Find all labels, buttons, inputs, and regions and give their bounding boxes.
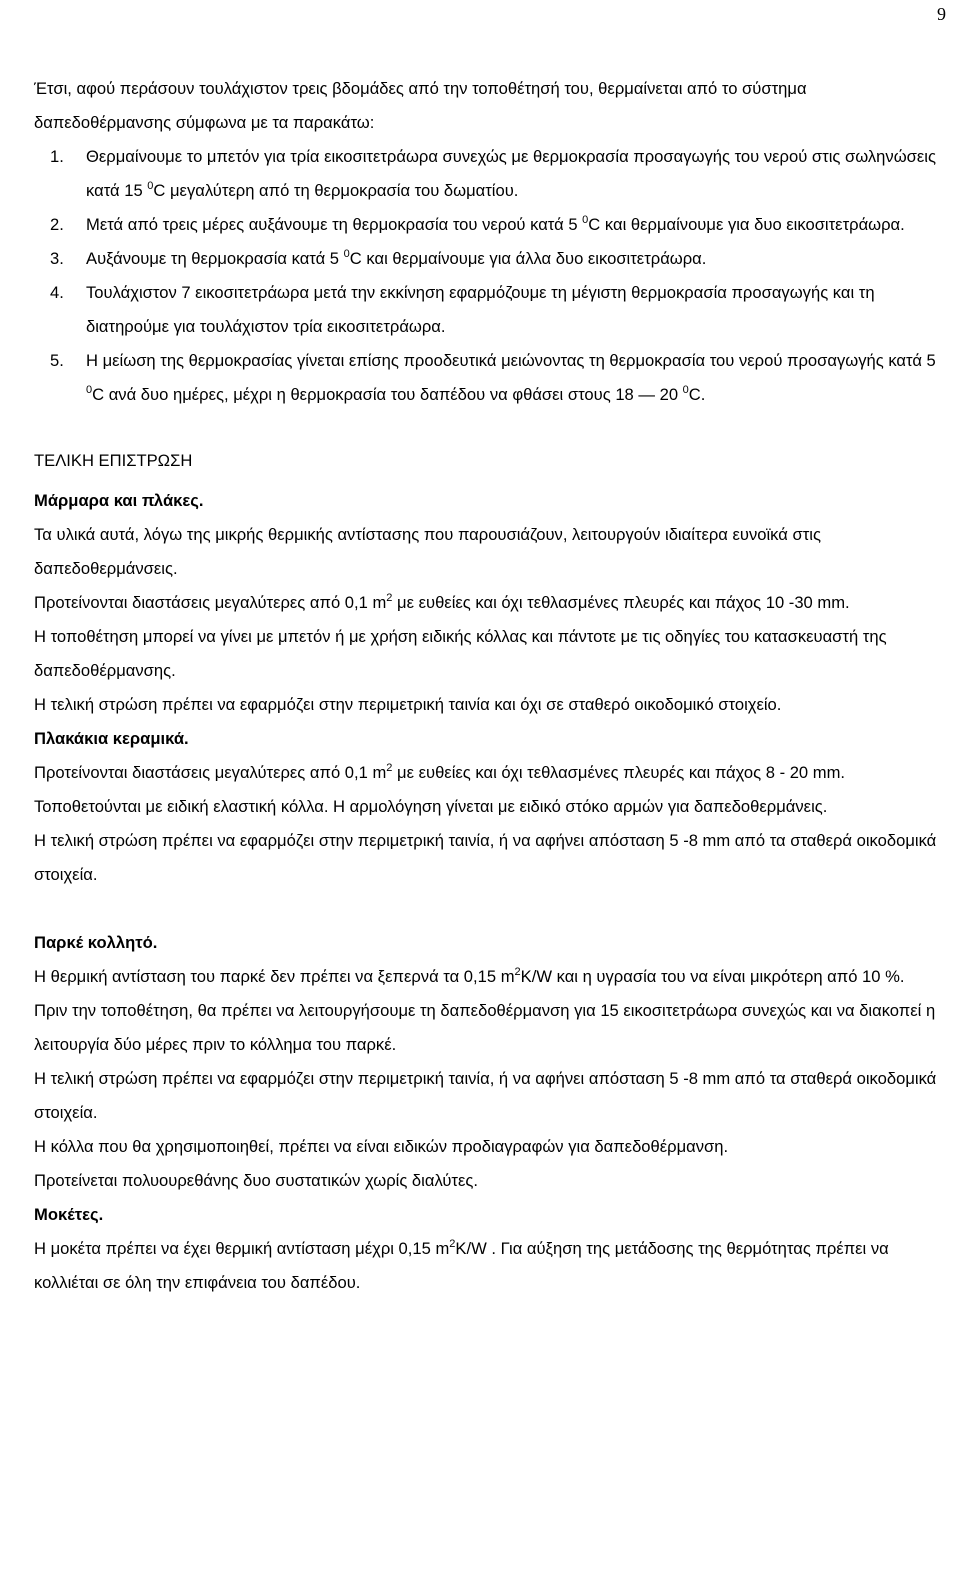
superscript: 0 — [343, 248, 350, 260]
step-text: C και θερμαίνουμε για άλλα δυο εικοσιτετράωρα. — [349, 249, 707, 268]
list-number: 4. — [50, 283, 64, 302]
step-text: Η μείωση της θερμοκρασίας γίνεται επίσης προοδευτικά μειώνοντας τη θερμοκρασία του νερού προσαγωγής κατά 5 — [86, 351, 936, 370]
list-number: 5. — [50, 351, 64, 370]
superscript: 0 — [147, 180, 154, 192]
paragraph: Η τελική στρώση πρέπει να εφαρμόζει στην περιμετρική ταινία, ή να αφήνει απόσταση 5 -8 mm από τα σταθερά οικοδομικά στοιχεία. — [34, 831, 937, 884]
paragraph: Τοποθετούνται με ειδική ελαστική κόλλα. Η αρμολόγηση γίνεται με ειδικό στόκο αρμών για δαπεδοθερμάνεις. — [34, 797, 828, 816]
superscript: 2 — [386, 592, 393, 604]
subheading-parquet: Παρκέ κολλητό. — [34, 933, 158, 952]
paragraph: Η τελική στρώση πρέπει να εφαρμόζει στην περιμετρική ταινία και όχι σε σταθερό οικοδομικό στοιχείο. — [34, 695, 782, 714]
superscript: 2 — [449, 1238, 456, 1250]
list-item — [34, 140, 946, 208]
superscript: 2 — [514, 966, 521, 978]
paragraph: Πριν την τοποθέτηση, θα πρέπει να λειτουργήσουμε τη δαπεδοθέρμανση για 15 εικοσιτετράωρα συνεχώς και να διακοπεί η λειτουργία δύο μέρες πριν το κόλλημα του παρκέ. — [34, 1001, 936, 1054]
paragraph — [34, 960, 946, 994]
document-body — [34, 72, 946, 1300]
paragraph: Η τελική στρώση πρέπει να εφαρμόζει στην περιμετρική ταινία, ή να αφήνει απόσταση 5 -8 mm από τα σταθερά οικοδομικά στοιχεία. — [34, 1069, 937, 1122]
step-text: Μετά από τρεις μέρες αυξάνουμε τη θερμοκρασία του νερού κατά 5 — [86, 215, 583, 234]
step-text: Θερμαίνουμε το μπετόν για τρία εικοσιτετράωρα συνεχώς με θερμοκρασία προσαγωγής του νερού στις σωληνώσεις κατά 15 — [86, 147, 936, 200]
paragraph: Τα υλικά αυτά, λόγω της μικρής θερμικής αντίστασης που παρουσιάζουν, λειτουργούν ιδιαίτερα ευνοϊκά στις δαπεδοθερμάνσεις. — [34, 525, 821, 578]
paragraph — [34, 586, 946, 620]
text-run: με ευθείες και όχι τεθλασμένες πλευρές και πάχος 10 -30 mm. — [392, 593, 850, 612]
step-text: C ανά δυο ημέρες, μέχρι η θερμοκρασία του δαπέδου να φθάσει στους 18 — 20 — [92, 385, 683, 404]
subheading-marble: Μάρμαρα και πλάκες. — [34, 491, 204, 510]
paragraph: Προτείνεται πολυουρεθάνης δυο συστατικών χωρίς διαλύτες. — [34, 1171, 478, 1190]
superscript: 2 — [386, 762, 393, 774]
list-item — [34, 242, 946, 276]
list-number: 3. — [50, 249, 64, 268]
text-run: Η μοκέτα πρέπει να έχει θερμική αντίσταση μέχρι 0,15 m — [34, 1239, 450, 1258]
step-text: Τουλάχιστον 7 εικοσιτετράωρα μετά την εκκίνηση εφαρμόζουμε τη μέγιστη θερμοκρασία προσαγωγής και τη διατηρούμε για τουλάχιστον τρία εικοσιτετράωρα. — [86, 283, 875, 336]
list-item — [34, 276, 946, 344]
paragraph: Η τοποθέτηση μπορεί να γίνει με μπετόν ή με χρήση ειδικής κόλλας και πάντοτε με τις οδηγίες του κατασκευαστή της δαπεδοθέρμανσης. — [34, 627, 887, 680]
spacer — [34, 892, 946, 926]
list-item — [34, 208, 946, 242]
text-run: με ευθείες και όχι τεθλασμένες πλευρές και πάχος 8 - 20 mm. — [392, 763, 846, 782]
text-run: Προτείνονται διαστάσεις μεγαλύτερες από 0,1 m — [34, 593, 387, 612]
subheading-ceramic: Πλακάκια κεραμικά. — [34, 729, 189, 748]
step-text: C. — [688, 385, 706, 404]
list-number: 2. — [50, 215, 64, 234]
step-text: C μεγαλύτερη από τη θερμοκρασία του δωματίου. — [153, 181, 519, 200]
list-item — [34, 344, 946, 412]
superscript: 0 — [86, 384, 93, 396]
subheading-carpet: Μοκέτες. — [34, 1205, 104, 1224]
step-text: Αυξάνουμε τη θερμοκρασία κατά 5 — [86, 249, 344, 268]
intro-paragraph: Έτσι, αφού περάσουν τουλάχιστον τρεις βδομάδες από την τοποθέτησή του, θερμαίνεται από το σύστημα δαπεδοθέρμανσης σύμφωνα με τα παρακάτω: — [34, 79, 807, 132]
superscript: 0 — [582, 214, 589, 226]
paragraph — [34, 1232, 946, 1300]
text-run: K/W και η υγρασία του να είναι μικρότερη από 10 %. — [520, 967, 905, 986]
text-run: Η θερμική αντίσταση του παρκέ δεν πρέπει να ξεπερνά τα 0,15 m — [34, 967, 515, 986]
step-text: C και θερμαίνουμε για δυο εικοσιτετράωρα. — [588, 215, 905, 234]
section-title: ΤΕΛΙΚΗ ΕΠΙΣΤΡΩΣΗ — [34, 451, 193, 470]
paragraph — [34, 756, 946, 790]
page-number: 9 — [937, 4, 946, 24]
superscript: 0 — [682, 384, 689, 396]
text-run: Προτείνονται διαστάσεις μεγαλύτερες από 0,1 m — [34, 763, 387, 782]
paragraph: Η κόλλα που θα χρησιμοποιηθεί, πρέπει να είναι ειδικών προδιαγραφών για δαπεδοθέρμανση. — [34, 1137, 729, 1156]
list-number: 1. — [50, 147, 64, 166]
text-run: K/W . Για αύξηση της μετάδοσης της θερμότητας πρέπει να κολλιέται σε όλη την επιφάνεια του δαπέδου. — [34, 1239, 889, 1292]
heating-steps-list — [34, 140, 946, 412]
